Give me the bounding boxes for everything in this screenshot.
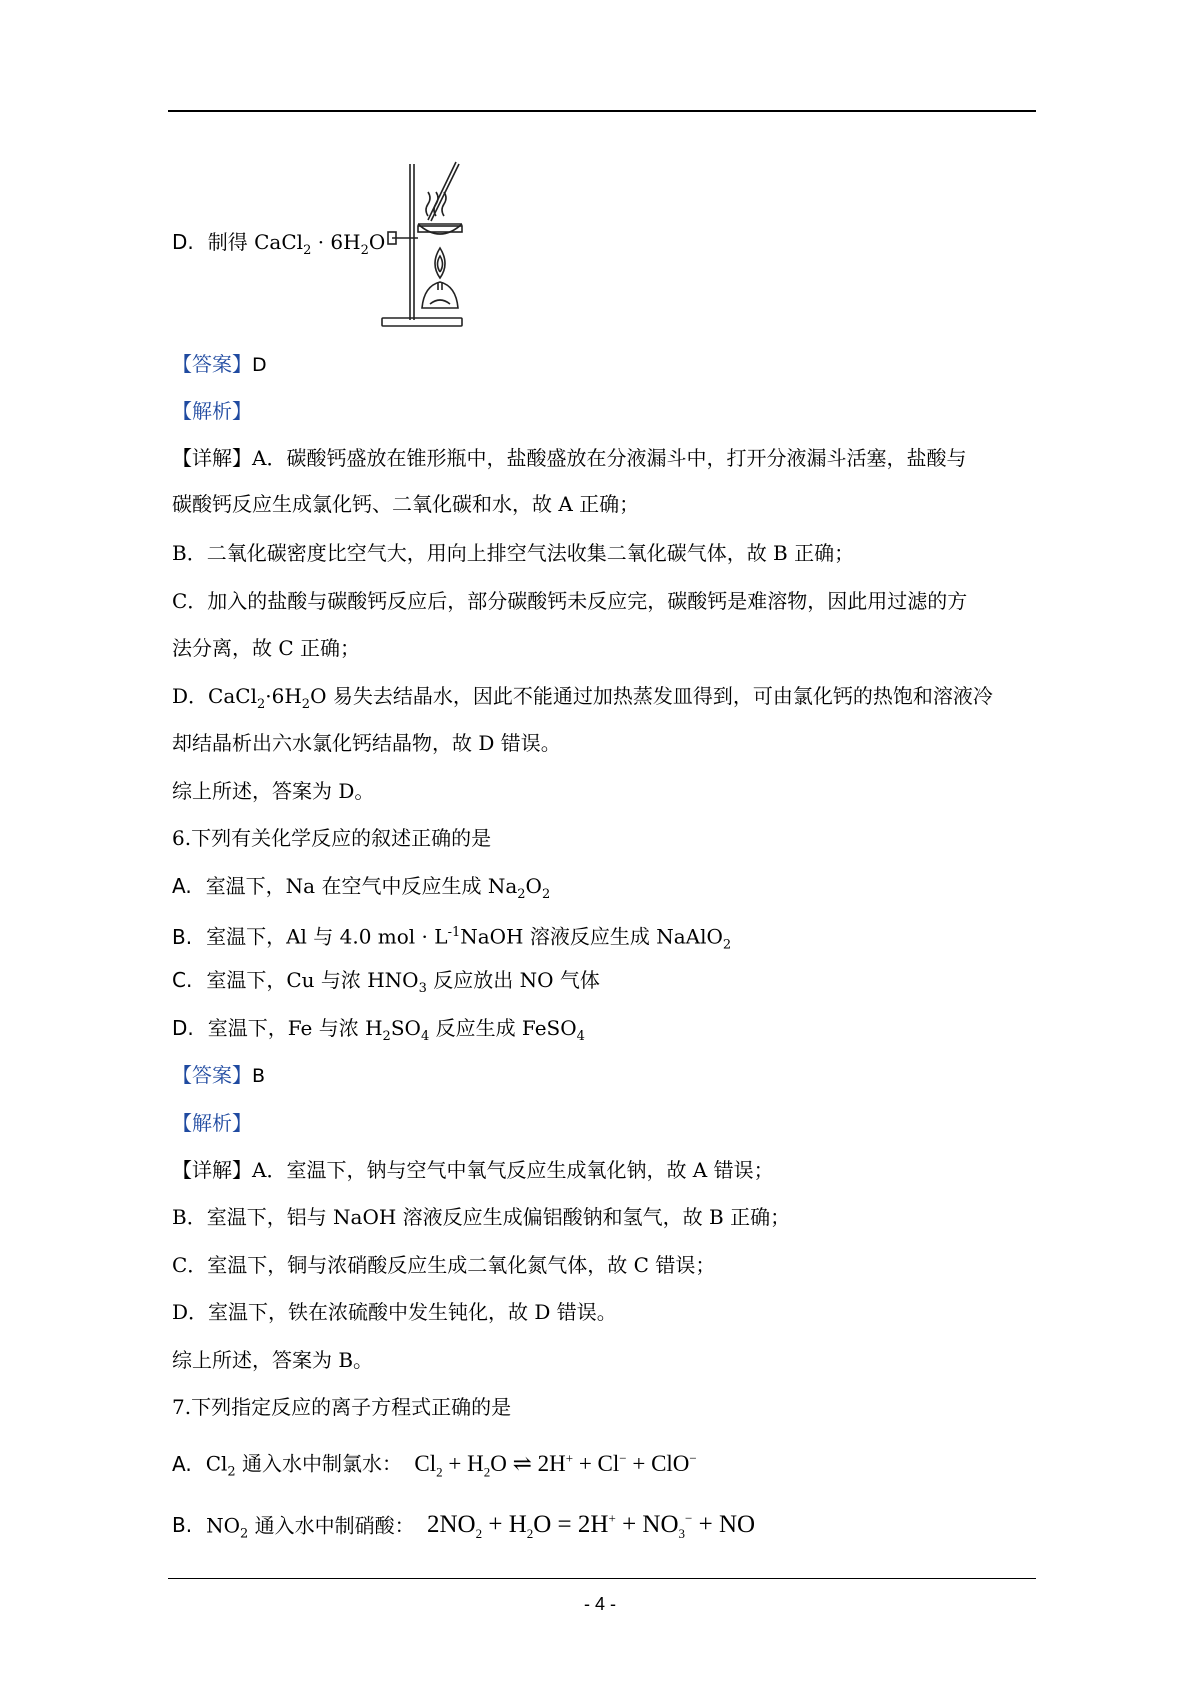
q7-stem: 7.下列指定反应的离子方程式正确的是 xyxy=(172,1395,512,1419)
q6-detail-1: 【详解】A．室温下，钠与空气中氧气反应生成氧化钠，故 A 错误； xyxy=(172,1158,774,1182)
q5-summary: 综上所述，答案为 D。 xyxy=(172,779,375,803)
q6-analysis-tag: 【解析】 xyxy=(172,1111,252,1135)
q6-detail-4: D．室温下，铁在浓硫酸中发生钝化，故 D 错误。 xyxy=(172,1300,617,1324)
q6-detail-3: C．室温下，铜与浓硝酸反应生成二氧化氮气体，故 C 错误； xyxy=(172,1253,716,1277)
q5-detail-3: B．二氧化碳密度比空气大，用向上排空气法收集二氧化碳气体，故 B 正确； xyxy=(172,541,855,565)
q6-option-c: C. 室温下，Cu 与浓 $HNO_3$ 反应放出 NO 气体 xyxy=(172,968,600,996)
q5-detail-5: 法分离，故 C 正确； xyxy=(172,636,361,660)
evaporation-apparatus-figure xyxy=(378,158,468,330)
footer-rule xyxy=(168,1578,1036,1579)
q7-option-a: A. $Cl_2$ 通入水中制氯水： $Cl_2 + H_2O$ ⇌ 2H+ + Cl− + ClO− xyxy=(172,1450,697,1480)
q6-option-d: D. 室温下，Fe 与浓 $H_2SO_4$ 反应生成 FeSO$_4$ xyxy=(172,1016,585,1044)
q5-option-d: D. 制得 CaCl$_2$ · $6H_2O$ xyxy=(172,230,386,258)
q6-detail-2: B．室温下，铝与 NaOH 溶液反应生成偏铝酸钠和氢气，故 B 正确； xyxy=(172,1205,791,1229)
q5-analysis-tag: 【解析】 xyxy=(172,399,252,423)
q5-detail-1: 【详解】A．碳酸钙盛放在锥形瓶中，盐酸盛放在分液漏斗中，打开分液漏斗活塞，盐酸与 xyxy=(172,446,967,470)
q5-detail-6: D．$CaCl_2\cdot 6H_2O$ 易失去结晶水，因此不能通过加热蒸发皿得到，可由氯化钙的热饱和溶液冷 xyxy=(172,684,993,712)
q6-stem: 6.下列有关化学反应的叙述正确的是 xyxy=(172,826,492,850)
page-number: - 4 - xyxy=(583,1594,616,1614)
q5-detail-2: 碳酸钙反应生成氯化钙、二氧化碳和水，故 A 正确； xyxy=(172,492,640,516)
header-rule xyxy=(168,110,1036,112)
q6-option-b: B. 室温下，Al 与 4.0 mol · $L^{-1}NaOH$ 溶液反应生成 NaAlO$_2$ xyxy=(172,924,732,953)
q5-answer: 【答案】D xyxy=(172,352,267,376)
q6-summary: 综上所述，答案为 B。 xyxy=(172,1348,374,1372)
q5-detail-4: C．加入的盐酸与碳酸钙反应后，部分碳酸钙未反应完，碳酸钙是难溶物，因此用过滤的方 xyxy=(172,589,968,613)
q5-detail-7: 却结晶析出六水氯化钙结晶物，故 D 错误。 xyxy=(172,731,561,755)
q6-option-a: A. 室温下，Na 在空气中反应生成 $Na_2O_2$ xyxy=(172,874,551,902)
q7-option-b: B. $NO_2$ 通入水中制硝酸： $2NO_2 + H_2O = 2H^+ + NO_3^-$ + NO xyxy=(172,1511,756,1542)
q7-a-equation: $Cl_2 + H_2O$ ⇌ 2H+ + Cl− + ClO− xyxy=(414,1450,697,1480)
q7-b-equation: $2NO_2 + H_2O = 2H^+ + NO_3^-$ + NO xyxy=(426,1511,756,1542)
q6-answer: 【答案】B xyxy=(172,1063,266,1087)
